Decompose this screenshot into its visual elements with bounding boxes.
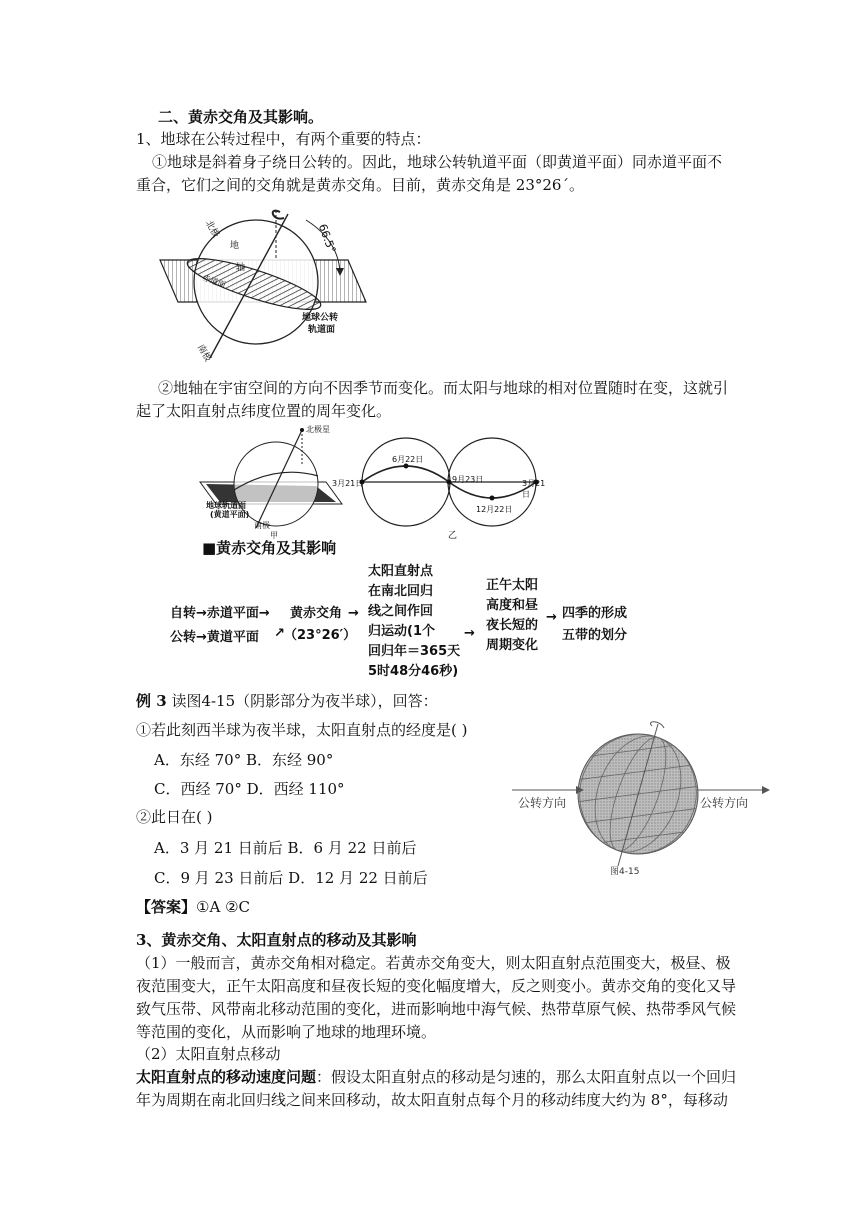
speed-question-label: 太阳直射点的移动速度问题 [136,1068,317,1086]
section3-p2: （2）太阳直射点移动 [136,1045,281,1063]
solar-path-diagram [332,436,546,541]
paragraph-1: 1、地球在公转过程中，有两个重要的特点： [136,130,431,148]
answer-line [136,896,250,918]
flow-arrow-3: → [546,610,557,625]
section3-p1d: 等范围的变化，从而影响了地球的地理环境。 [136,1023,437,1041]
section3-p3a [136,1066,736,1088]
question-2-options-ab: A．3 月 21 日前后 B．6 月 22 日前后 [154,839,417,857]
flow-title: ■黄赤交角及其影响 [202,539,337,557]
section3-p1b: 夜范围变大，正午太阳高度和昼夜长短的变化幅度增大，反之则变小。黄赤交角的变化又导 [136,977,737,995]
south-pole-label: 南极 [194,342,213,364]
paragraph-3b: 起了太阳直射点纬度位置的周年变化。 [136,402,392,420]
flow-arrow-2: → [464,626,475,641]
label-yi: 乙 [448,531,458,541]
flow-diagram [170,538,628,688]
flow-arrow-1: → [348,606,359,621]
paragraph-2a: ①地球是斜着身子绕日公转的。因此，地球公转轨道平面（即黄道平面）同赤道平面不 [152,153,723,171]
section-heading-2: 二、黄赤交角及其影响。 [158,108,324,126]
revolution-direction-right: 公转方向 [700,796,749,810]
section-heading-3: 3、黄赤交角、太阳直射点的移动及其影响 [136,931,417,949]
question-2-options-cd: C．9 月 23 日前后 D．12 月 22 日前后 [154,869,428,887]
date-sep23: 9月23日 [452,475,484,484]
polaris-label: 北极星 [306,425,330,434]
date-mar21-end: 3月21日 [522,479,546,499]
revolution-direction-left: 公转方向 [518,796,567,810]
equator-plane-label: 赤道面 [201,273,227,290]
flow-effect-3: 夜长短的 [486,618,539,633]
north-pole-label: 北极 [202,218,221,240]
south-pole-label-2: 南极 [254,521,270,530]
flow-move-5: 回归年＝365天 [368,644,461,659]
paragraph-2b: 重合，它们之间的交角就是黄赤交角。目前，黄赤交角是 23°26ˊ。 [136,176,584,194]
date-jun22: 6月22日 [392,455,424,464]
orbit-plane-label-1: 地球公转 [302,313,339,323]
axis-label-2: 轴 [236,263,246,273]
orbit-label-1: 地球轨道面 [206,501,246,510]
section3-p1c: 致气压带、风带南北移动范围的变化，进而影响地中海气候、热带草原气候、热带季风气候 [136,1000,737,1018]
date-dec22: 12月22日 [476,505,513,514]
example-3-stem [136,690,438,712]
flow-rotation: 自转→赤道平面→ [170,606,270,621]
paragraph-3a: ②地轴在宇宙空间的方向不因季节而变化。而太阳与地球的相对位置随时在变，这就引 [158,379,729,397]
section3-p1a: （1）一般而言，黄赤交角相对稳定。若黄赤交角变大，则太阳直射点范围变大，极昼、极 [136,954,731,972]
speed-question-text: ：假设太阳直射点的移动是匀速的，那么太阳直射点以一个回归 [316,1068,737,1086]
example-stem-text: 读图4-15（阴影部分为夜半球），回答： [166,692,438,710]
flow-angle-1: 黄赤交角 [290,606,343,621]
orbit-label-2: (黄道平面) [210,510,250,519]
flow-revolution: 公转→黄道平面 [170,630,259,645]
date-mar21: 3月21日 [332,479,364,488]
axis-label-1: 地 [230,241,240,251]
flow-move-3: 线之间作回 [368,604,434,619]
flow-move-1: 太阳直射点 [368,564,434,579]
question-1-options-cd: C．西经 70° D．西经 110° [154,780,345,798]
section3-p3b: 年为周期在南北回归线之间来回移动，故太阳直射点每个月的移动纬度大约为 8°，每移动 [136,1091,728,1109]
answer-text: ①A ②C [196,898,250,916]
question-1-options-ab: A．东经 70° B．东经 90° [154,751,334,769]
answer-label: 【答案】 [136,898,197,916]
tilted-globe-diagram [196,424,346,540]
question-1: ①若此刻西半球为夜半球，太阳直射点的经度是( ) [136,721,468,739]
flow-arrow-up: ↗ [274,626,285,641]
flow-move-4: 归运动(1个 [368,624,435,639]
flow-result-2: 五带的划分 [562,628,628,643]
flow-effect-2: 高度和昼 [486,598,539,613]
flow-move-6: 5时48分46秒) [368,664,459,679]
flow-effect-4: 周期变化 [486,638,539,653]
flow-angle-2: （23°26′） [284,628,357,643]
flow-effect-1: 正午太阳 [486,578,539,593]
label-jia: 甲 [270,531,278,540]
figure-caption: 图4-15 [610,867,640,877]
obliquity-diagram [148,200,378,368]
example-label: 例 3 [136,692,167,710]
figure-4-15 [510,720,770,880]
flow-move-2: 在南北回归 [368,584,434,599]
flow-result-1: 四季的形成 [562,606,628,621]
orbit-plane-label-2: 轨道面 [308,325,336,335]
angle-label: 66.5° [315,222,339,255]
question-2: ②此日在( ) [136,808,213,826]
